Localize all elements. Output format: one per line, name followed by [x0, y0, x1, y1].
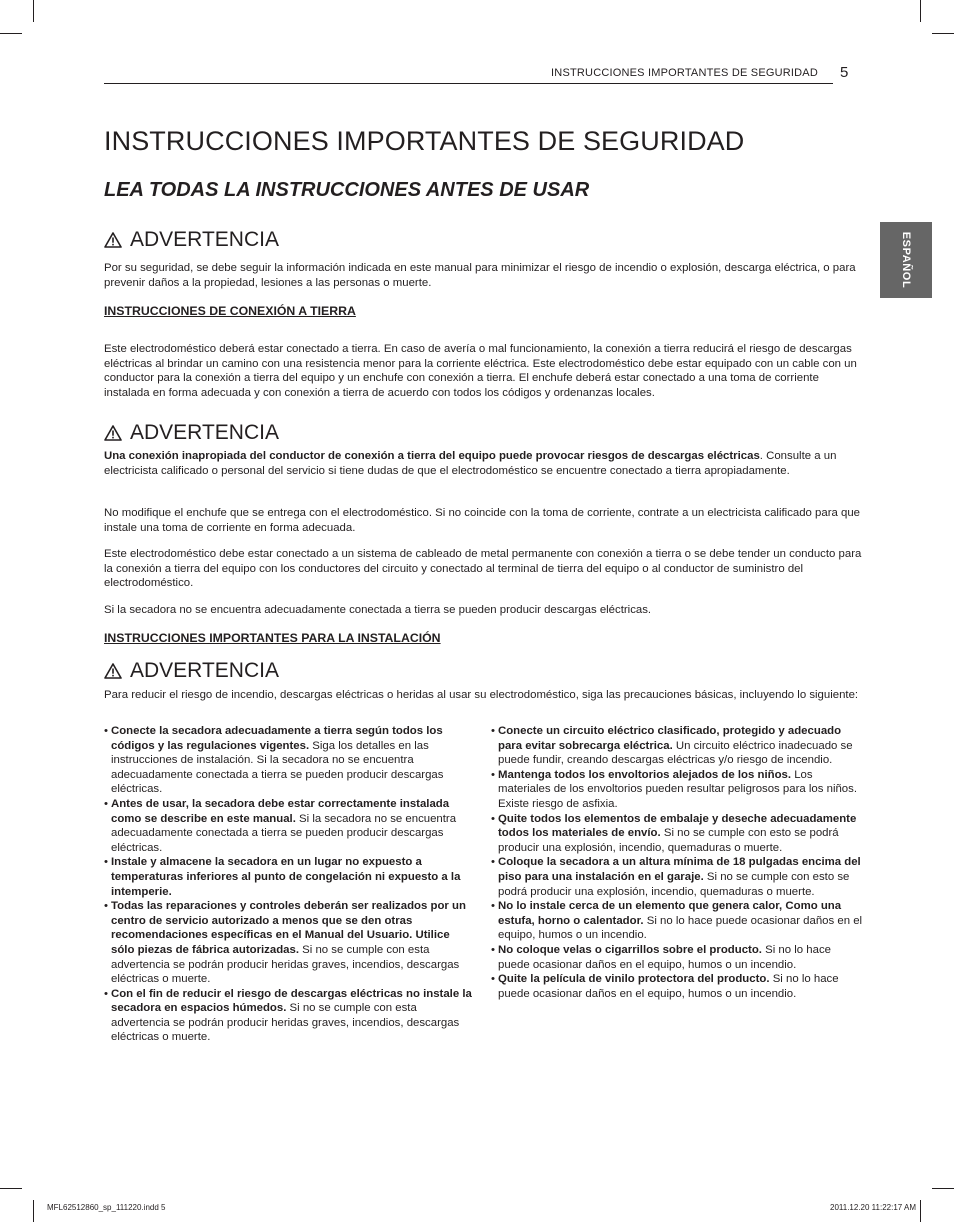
page-subtitle: LEA TODAS LA INSTRUCCIONES ANTES DE USAR — [104, 179, 590, 201]
footer-timestamp: 2011.12.20 11:22:17 AM — [830, 1203, 916, 1212]
warning-triangle-icon — [104, 232, 122, 248]
dryer-ground-paragraph: Si la secadora no se encuentra adecuadamente conectada a tierra se pueden producir descargas eléctricas. — [104, 604, 652, 616]
grounding-warning-paragraph — [104, 449, 864, 478]
header-rule — [104, 83, 833, 84]
grounding-warning-text: . Consulte a un electricista calificado o personal del servicio si tiene dudas de que el electrodoméstico se encuentre conectado a tierra apropiadamente. — [104, 450, 837, 477]
grounding-paragraph: Este electrodoméstico deberá estar conectado a tierra. En caso de avería o mal funcionamiento, la conexión a tierra reducirá el riesgo de descargas eléctricas al brindar un camino con una resistencia menor para la corriente eléctrica. Este electrodoméstico debe estar equipado con un cable con un conductor para la conexión a tierra del equipo y un enchufe con conexión a tierra. El enchufe deberá estar conectado a una toma de corriente instalada en forma adecuada y con conexión a tierra de acuerdo con todos los códigos y ordenanzas locales. — [104, 343, 857, 399]
left-bullet-column — [104, 724, 476, 1045]
warning-heading — [104, 228, 279, 252]
list-item-bold: No lo instale cerca de un elemento que genera calor, Como una estufa, horno o calentador. — [498, 900, 842, 927]
list-item-bold: Mantenga todos los envoltorios alejados de los niños. — [498, 768, 792, 781]
page-number: 5 — [840, 64, 849, 81]
crop-mark — [0, 1188, 22, 1189]
list-item-text: Si no se cumple con esta advertencia se podrán producir heridas graves, incendios, descargas eléctricas o muerte. — [111, 943, 460, 986]
list-item-text: Si no se cumple con esto se podrá producir una explosión, incendio, quemaduras o muerte. — [498, 870, 850, 898]
crop-mark — [932, 1188, 954, 1189]
warning-heading — [104, 659, 279, 683]
list-item — [104, 724, 476, 797]
list-item-text: Si la secadora no se encuentra adecuadamente conectada a tierra se pueden producir descargas eléctricas. — [111, 812, 457, 854]
list-item — [104, 987, 476, 1045]
warning-label: ADVERTENCIA — [130, 228, 279, 251]
wiring-paragraph: Este electrodoméstico debe estar conectado a un sistema de cableado de metal permanente con conexión a tierra o se debe tender un conducto para la conexión a tierra del equipo con los conductores del circuito y conectado al terminal de tierra del equipo o al conductor de suministro del electrodoméstico. — [104, 548, 862, 590]
list-item-text: Si no se cumple con esto se podrá producir una explosión, incendio, quemaduras o muerte. — [498, 827, 839, 854]
list-item-text: Si no se cumple con esta advertencia se podrán producir heridas graves, incendios, descargas eléctricas o muerte. — [111, 1002, 460, 1044]
list-item — [491, 812, 863, 856]
warning-label: ADVERTENCIA — [130, 659, 279, 682]
list-item — [104, 855, 476, 899]
warning-label: ADVERTENCIA — [130, 421, 279, 444]
grounding-warning-bold: Una conexión inapropiada del conductor de conexión a tierra del equipo puede provocar riesgos de descargas eléctricas — [104, 450, 760, 462]
list-item-bold: Quite todos los elementos de embalaje y deseche adecuadamente todos los materiales de envío. — [498, 812, 857, 840]
list-item — [491, 855, 863, 899]
list-item-text: Un circuito eléctrico inadecuado se puede fundir, creando descargas eléctricas y/o riesgo de incendio. — [498, 739, 853, 767]
list-item — [491, 768, 863, 812]
warning-triangle-icon — [104, 663, 122, 679]
install-heading: INSTRUCCIONES IMPORTANTES PARA LA INSTALACIÓN — [104, 631, 441, 645]
crop-mark — [0, 33, 22, 34]
list-item-bold: Todas las reparaciones y controles deberán ser realizados por un centro de servicio autorizado a menos que se den otras recomendaciones específicas en el Manual del Usuario. Utilice sólo piezas de fábrica autorizadas. — [111, 900, 466, 956]
list-item — [491, 972, 863, 1001]
crop-mark — [932, 33, 954, 34]
list-item-text: Si no lo hace puede ocasionar daños en el equipo, humos o un incendio. — [498, 973, 839, 1000]
crop-mark — [33, 1200, 34, 1222]
crop-mark — [920, 0, 921, 22]
list-item-text: Si no lo hace puede ocasionar daños en el equipo, humos o un incendio. — [498, 943, 831, 971]
list-item-bold: Coloque la secadora a un altura mínima de 18 pulgadas encima del piso para una instalación en el garaje. — [498, 856, 861, 883]
running-head: INSTRUCCIONES IMPORTANTES DE SEGURIDAD — [551, 67, 818, 79]
crop-mark — [920, 1200, 921, 1222]
list-item-bold: Quite la película de vinilo protectora del producto. — [498, 973, 770, 986]
footer-file-slug: MFL62512860_sp_111220.indd 5 — [47, 1203, 166, 1212]
list-item-text: Siga los detalles en las instrucciones de instalación. Si la secadora no se encuentra adecuadamente conectada a tierra se pueden producir descargas eléctricas. — [111, 739, 444, 796]
plug-paragraph: No modifique el enchufe que se entrega con el electrodoméstico. Si no coincide con la toma de corriente, contrate a un electricista calificado para que instale una toma de corriente en forma adecuada. — [104, 507, 861, 534]
language-tab-label: ESPAÑOL — [900, 231, 912, 289]
list-item — [491, 724, 863, 768]
right-bullet-column — [491, 724, 863, 1001]
list-item-bold: Instale y almacene la secadora en un lugar no expuesto a temperaturas inferiores al punto de congelación ni expuesto a la intemperie. — [111, 856, 461, 898]
list-item-bold: No coloque velas o cigarrillos sobre el producto. — [498, 943, 762, 956]
list-item — [104, 899, 476, 987]
grounding-heading: INSTRUCCIONES DE CONEXIÓN A TIERRA — [104, 304, 356, 318]
warning-triangle-icon — [104, 425, 122, 441]
list-item-text: Los materiales de los envoltorios pueden resultar peligrosos para los niños. Existe riesgo de asfixia. — [498, 768, 858, 810]
list-item-text: Si no lo hace puede ocasionar daños en el equipo, humos o un incendio. — [498, 914, 863, 942]
list-item-bold: Conecte un circuito eléctrico clasificado, protegido y adecuado para evitar sobrecarga eléctrica. — [498, 725, 842, 752]
list-item-bold: Antes de usar, la secadora debe estar correctamente instalada como se describe en este manual. — [111, 797, 450, 825]
crop-mark — [33, 0, 34, 22]
install-intro-paragraph: Para reducir el riesgo de incendio, descargas eléctricas o heridas al usar su electrodoméstico, siga las precauciones básicas, incluyendo lo siguiente: — [104, 689, 859, 701]
page-title: INSTRUCCIONES IMPORTANTES DE SEGURIDAD — [104, 126, 745, 156]
list-item-bold: Conecte la secadora adecuadamente a tierra según todos los códigos y las regulaciones vigentes. — [111, 725, 443, 752]
list-item — [491, 943, 863, 972]
list-item — [104, 797, 476, 855]
list-item — [491, 899, 863, 943]
intro-paragraph: Por su seguridad, se debe seguir la información indicada en este manual para minimizar el riesgo de incendio o explosión, descarga eléctrica, o para prevenir daños a la propiedad, lesiones a las personas o muerte. — [104, 262, 856, 289]
warning-heading — [104, 421, 279, 445]
list-item-bold: Con el fin de reducir el riesgo de descargas eléctricas no instale la secadora en espacios húmedos. — [111, 987, 472, 1015]
language-tab — [880, 222, 932, 298]
